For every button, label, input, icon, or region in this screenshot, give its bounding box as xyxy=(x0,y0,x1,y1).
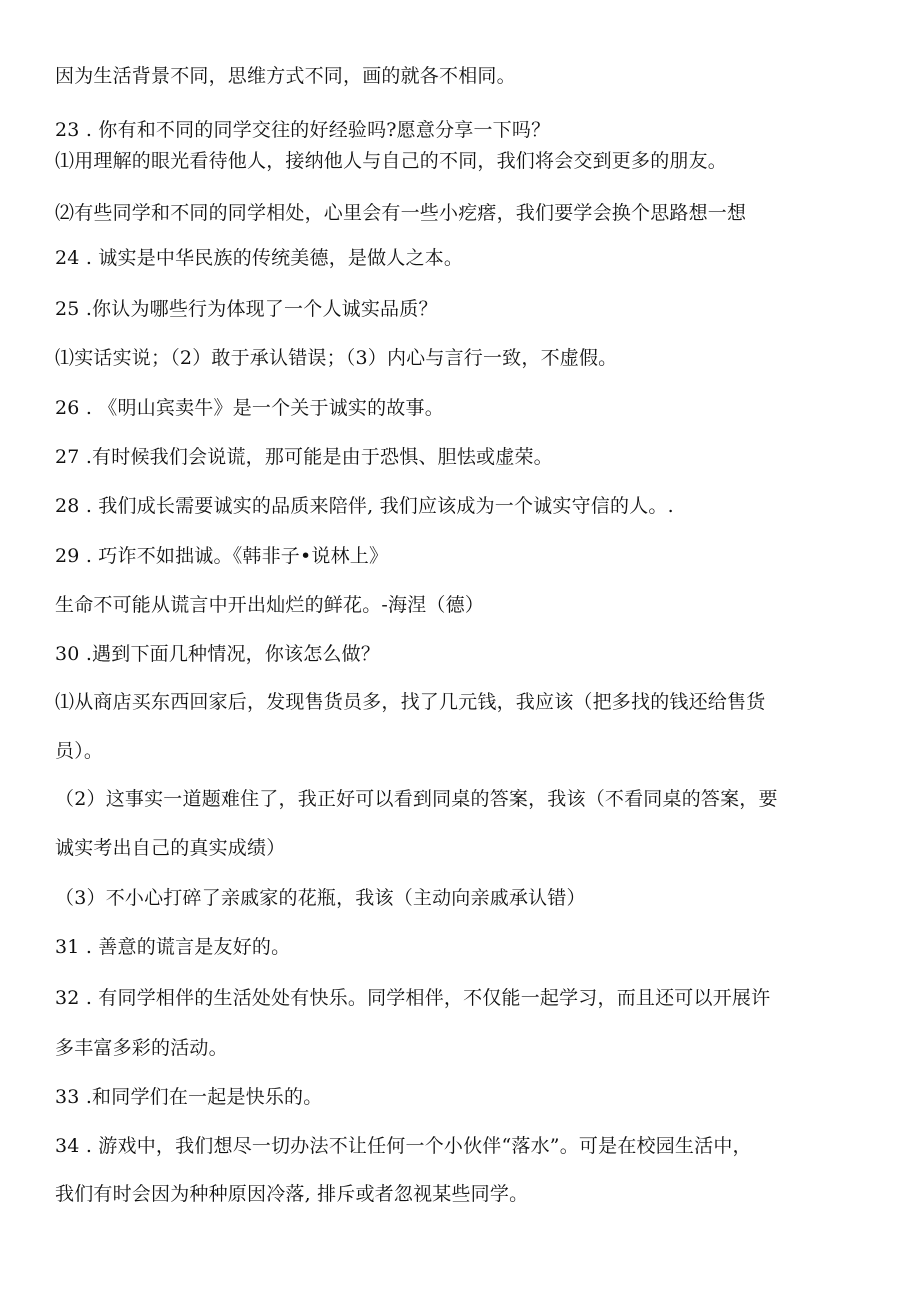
item-33: 33 .和同学们在一起是快乐的。 xyxy=(55,1086,323,1108)
item-31: 31 . 善意的谎言是友好的。 xyxy=(55,936,291,958)
question-23: 23 . 你有和不同的同学交往的好经验吗?愿意分享一下吗？ xyxy=(55,119,551,141)
item-28: 28 . 我们成长需要诚实的品质来陪伴, 我们应该成为一个诚实守信的人。. xyxy=(55,495,674,517)
item-24: 24 . 诚实是中华民族的传统美德，是做人之本。 xyxy=(55,247,464,269)
answer-23-1: ⑴用理解的眼光看待他人，接纳他人与自己的不同，我们将会交到更多的朋友。 xyxy=(55,150,728,172)
question-25: 25 .你认为哪些行为体现了一个人诚实品质？ xyxy=(55,298,438,320)
item-29: 29 . 巧诈不如拙诚。《韩非子•说林上》 xyxy=(55,545,389,567)
answer-30-2-cont: 诚实考出自己的真实成绩） xyxy=(55,837,286,859)
item-34-cont: 我们有时会因为种种原因冷落, 排斥或者忽视某些同学。 xyxy=(55,1183,529,1205)
quote-line: 生命不可能从谎言中开出灿烂的鲜花。-海涅（德） xyxy=(55,594,485,616)
answer-23-2: ⑵有些同学和不同的同学相处，心里会有一些小疙瘩，我们要学会换个思路想一想 xyxy=(55,202,747,224)
answer-30-2: （2）这事实一道题难住了，我正好可以看到同桌的答案，我该（不看同桌的答案，要 xyxy=(55,788,778,810)
item-27: 27 .有时候我们会说谎，那可能是由于恐惧、胆怯或虚荣。 xyxy=(55,446,553,468)
answer-25: ⑴实话实说；（2）敢于承认错误；（3）内心与言行一致，不虚假。 xyxy=(55,347,618,369)
item-32: 32 . 有同学相伴的生活处处有快乐。同学相伴，不仅能一起学习，而且还可以开展许 xyxy=(55,987,771,1009)
item-26: 26 . 《明山宾卖牛》是一个关于诚实的故事。 xyxy=(55,397,444,419)
question-30: 30 .遇到下面几种情况，你该怎么做？ xyxy=(55,643,381,665)
answer-30-1: ⑴从商店买东西回家后，发现售货员多，找了几元钱，我应该（把多找的钱还给售货 xyxy=(55,691,766,713)
answer-30-3: （3）不小心打碎了亲戚家的花瓶，我该（主动向亲戚承认错） xyxy=(55,887,586,909)
item-32-cont: 多丰富多彩的活动。 xyxy=(55,1037,228,1059)
answer-30-1-cont: 员）。 xyxy=(55,740,104,762)
text-line-1: 因为生活背景不同，思维方式不同，画的就各不相同。 xyxy=(55,65,516,87)
item-34: 34 . 游戏中，我们想尽一切办法不让任何一个小伙伴“落水”。可是在校园生活中， xyxy=(55,1135,752,1157)
